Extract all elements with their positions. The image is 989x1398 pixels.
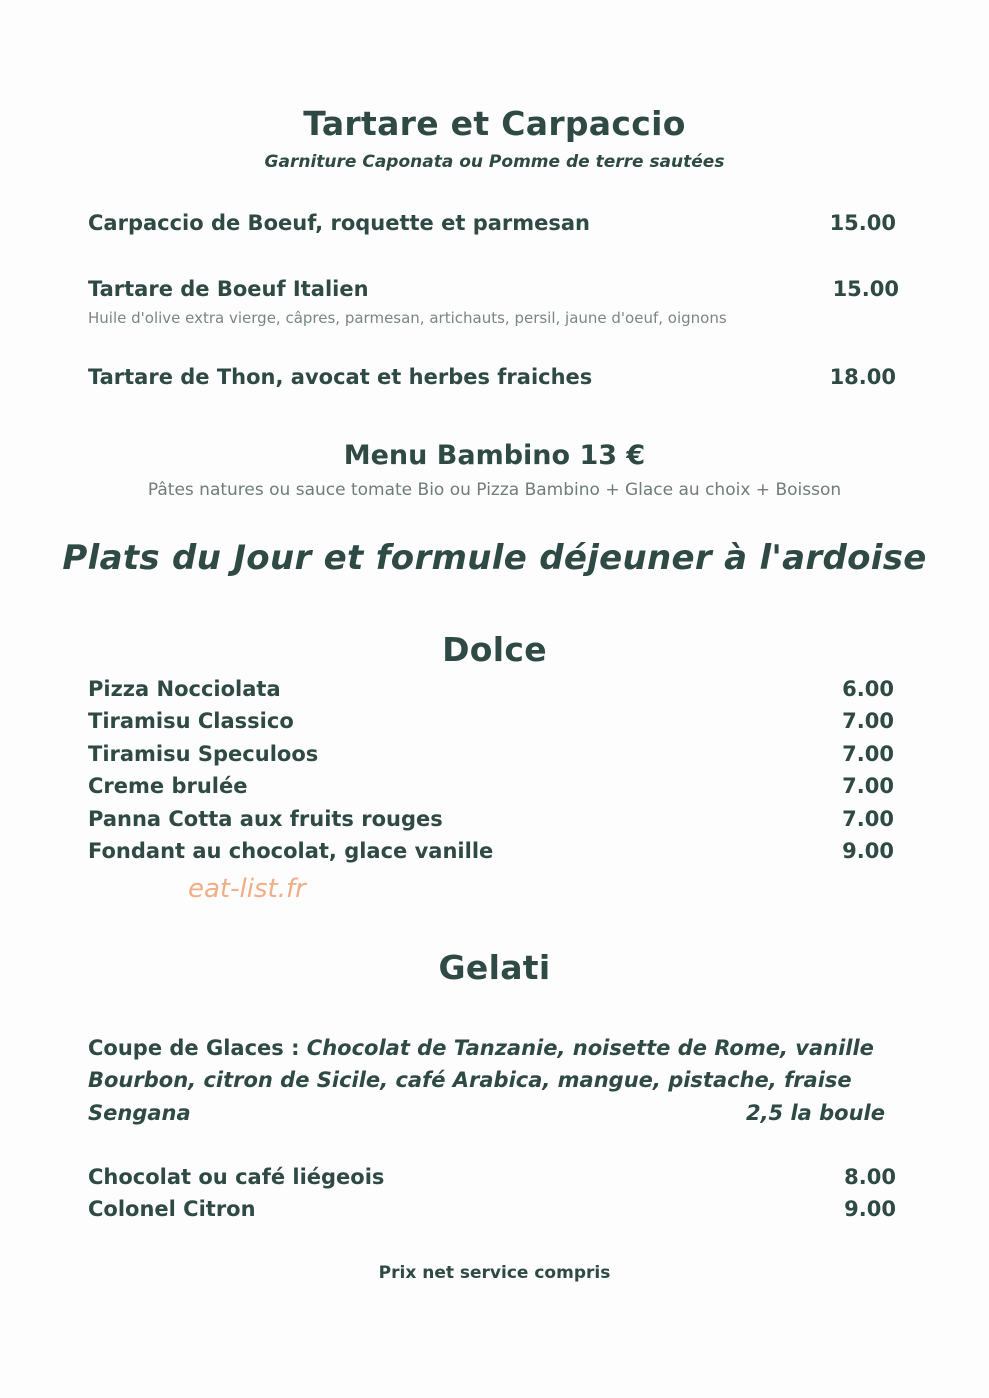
- menu-item-name: Tiramisu Speculoos: [88, 742, 319, 766]
- section-title-dolce: Dolce: [442, 630, 547, 669]
- menu-item-price: 8.00: [844, 1165, 896, 1189]
- menu-item-price: 6.00: [842, 677, 894, 701]
- coupe-price: 2,5 la boule: [745, 1101, 885, 1125]
- section-title-gelati: Gelati: [438, 948, 551, 987]
- menu-item-price: 7.00: [842, 774, 894, 798]
- menu-item-name: Fondant au chocolat, glace vanille: [88, 839, 494, 863]
- coupe-de-glaces-line2: [88, 1068, 852, 1092]
- menu-item-name: Panna Cotta aux fruits rouges: [88, 807, 443, 831]
- menu-item-price: 7.00: [842, 709, 894, 733]
- bambino-description: Pâtes natures ou sauce tomate Bio ou Pizza Bambino + Glace au choix + Boisson: [147, 480, 842, 500]
- menu-item-name: Pizza Nocciolata: [88, 677, 281, 701]
- coupe-label: Coupe de Glaces :: [88, 1036, 307, 1060]
- coupe-flavours-2: Bourbon, citron de Sicile, café Arabica, mangue, pistache, fraise: [88, 1068, 852, 1092]
- menu-item-name: Creme brulée: [88, 774, 248, 798]
- menu-item-name: Tiramisu Classico: [88, 709, 294, 733]
- coupe-flavours-1: Chocolat de Tanzanie, noisette de Rome, vanille: [306, 1036, 874, 1060]
- menu-item-description: Huile d'olive extra vierge, câpres, parmesan, artichauts, persil, jaune d'oeuf, oignons: [88, 309, 727, 327]
- coupe-de-glaces-line3: [88, 1101, 191, 1125]
- bambino-title: Menu Bambino 13 €: [343, 440, 646, 471]
- menu-item-price: 18.00: [829, 365, 896, 389]
- menu-item-name: Carpaccio de Boeuf, roquette et parmesan: [88, 211, 591, 235]
- coupe-flavours-3: Sengana: [88, 1101, 191, 1125]
- menu-item-price: 7.00: [842, 742, 894, 766]
- menu-item-price: 15.00: [829, 211, 896, 235]
- menu-item-price: 9.00: [844, 1197, 896, 1221]
- watermark-text: eat-list.fr: [188, 874, 306, 904]
- menu-item-price: 9.00: [842, 839, 894, 863]
- section-subtitle-tartare: Garniture Caponata ou Pomme de terre sautées: [264, 152, 725, 172]
- menu-item-name: Colonel Citron: [88, 1197, 256, 1221]
- coupe-de-glaces-line1: [88, 1036, 874, 1060]
- section-title-tartare: Tartare et Carpaccio: [303, 104, 686, 143]
- menu-item-name: Chocolat ou café liégeois: [88, 1165, 385, 1189]
- menu-item-name: Tartare de Thon, avocat et herbes fraiches: [88, 365, 593, 389]
- menu-item-price: 7.00: [842, 807, 894, 831]
- footer-note: Prix net service compris: [378, 1263, 611, 1283]
- menu-item-price: 15.00: [832, 277, 899, 301]
- plats-du-jour-heading: Plats du Jour et formule déjeuner à l'ardoise: [62, 538, 927, 578]
- menu-item-name: Tartare de Boeuf Italien: [88, 277, 369, 301]
